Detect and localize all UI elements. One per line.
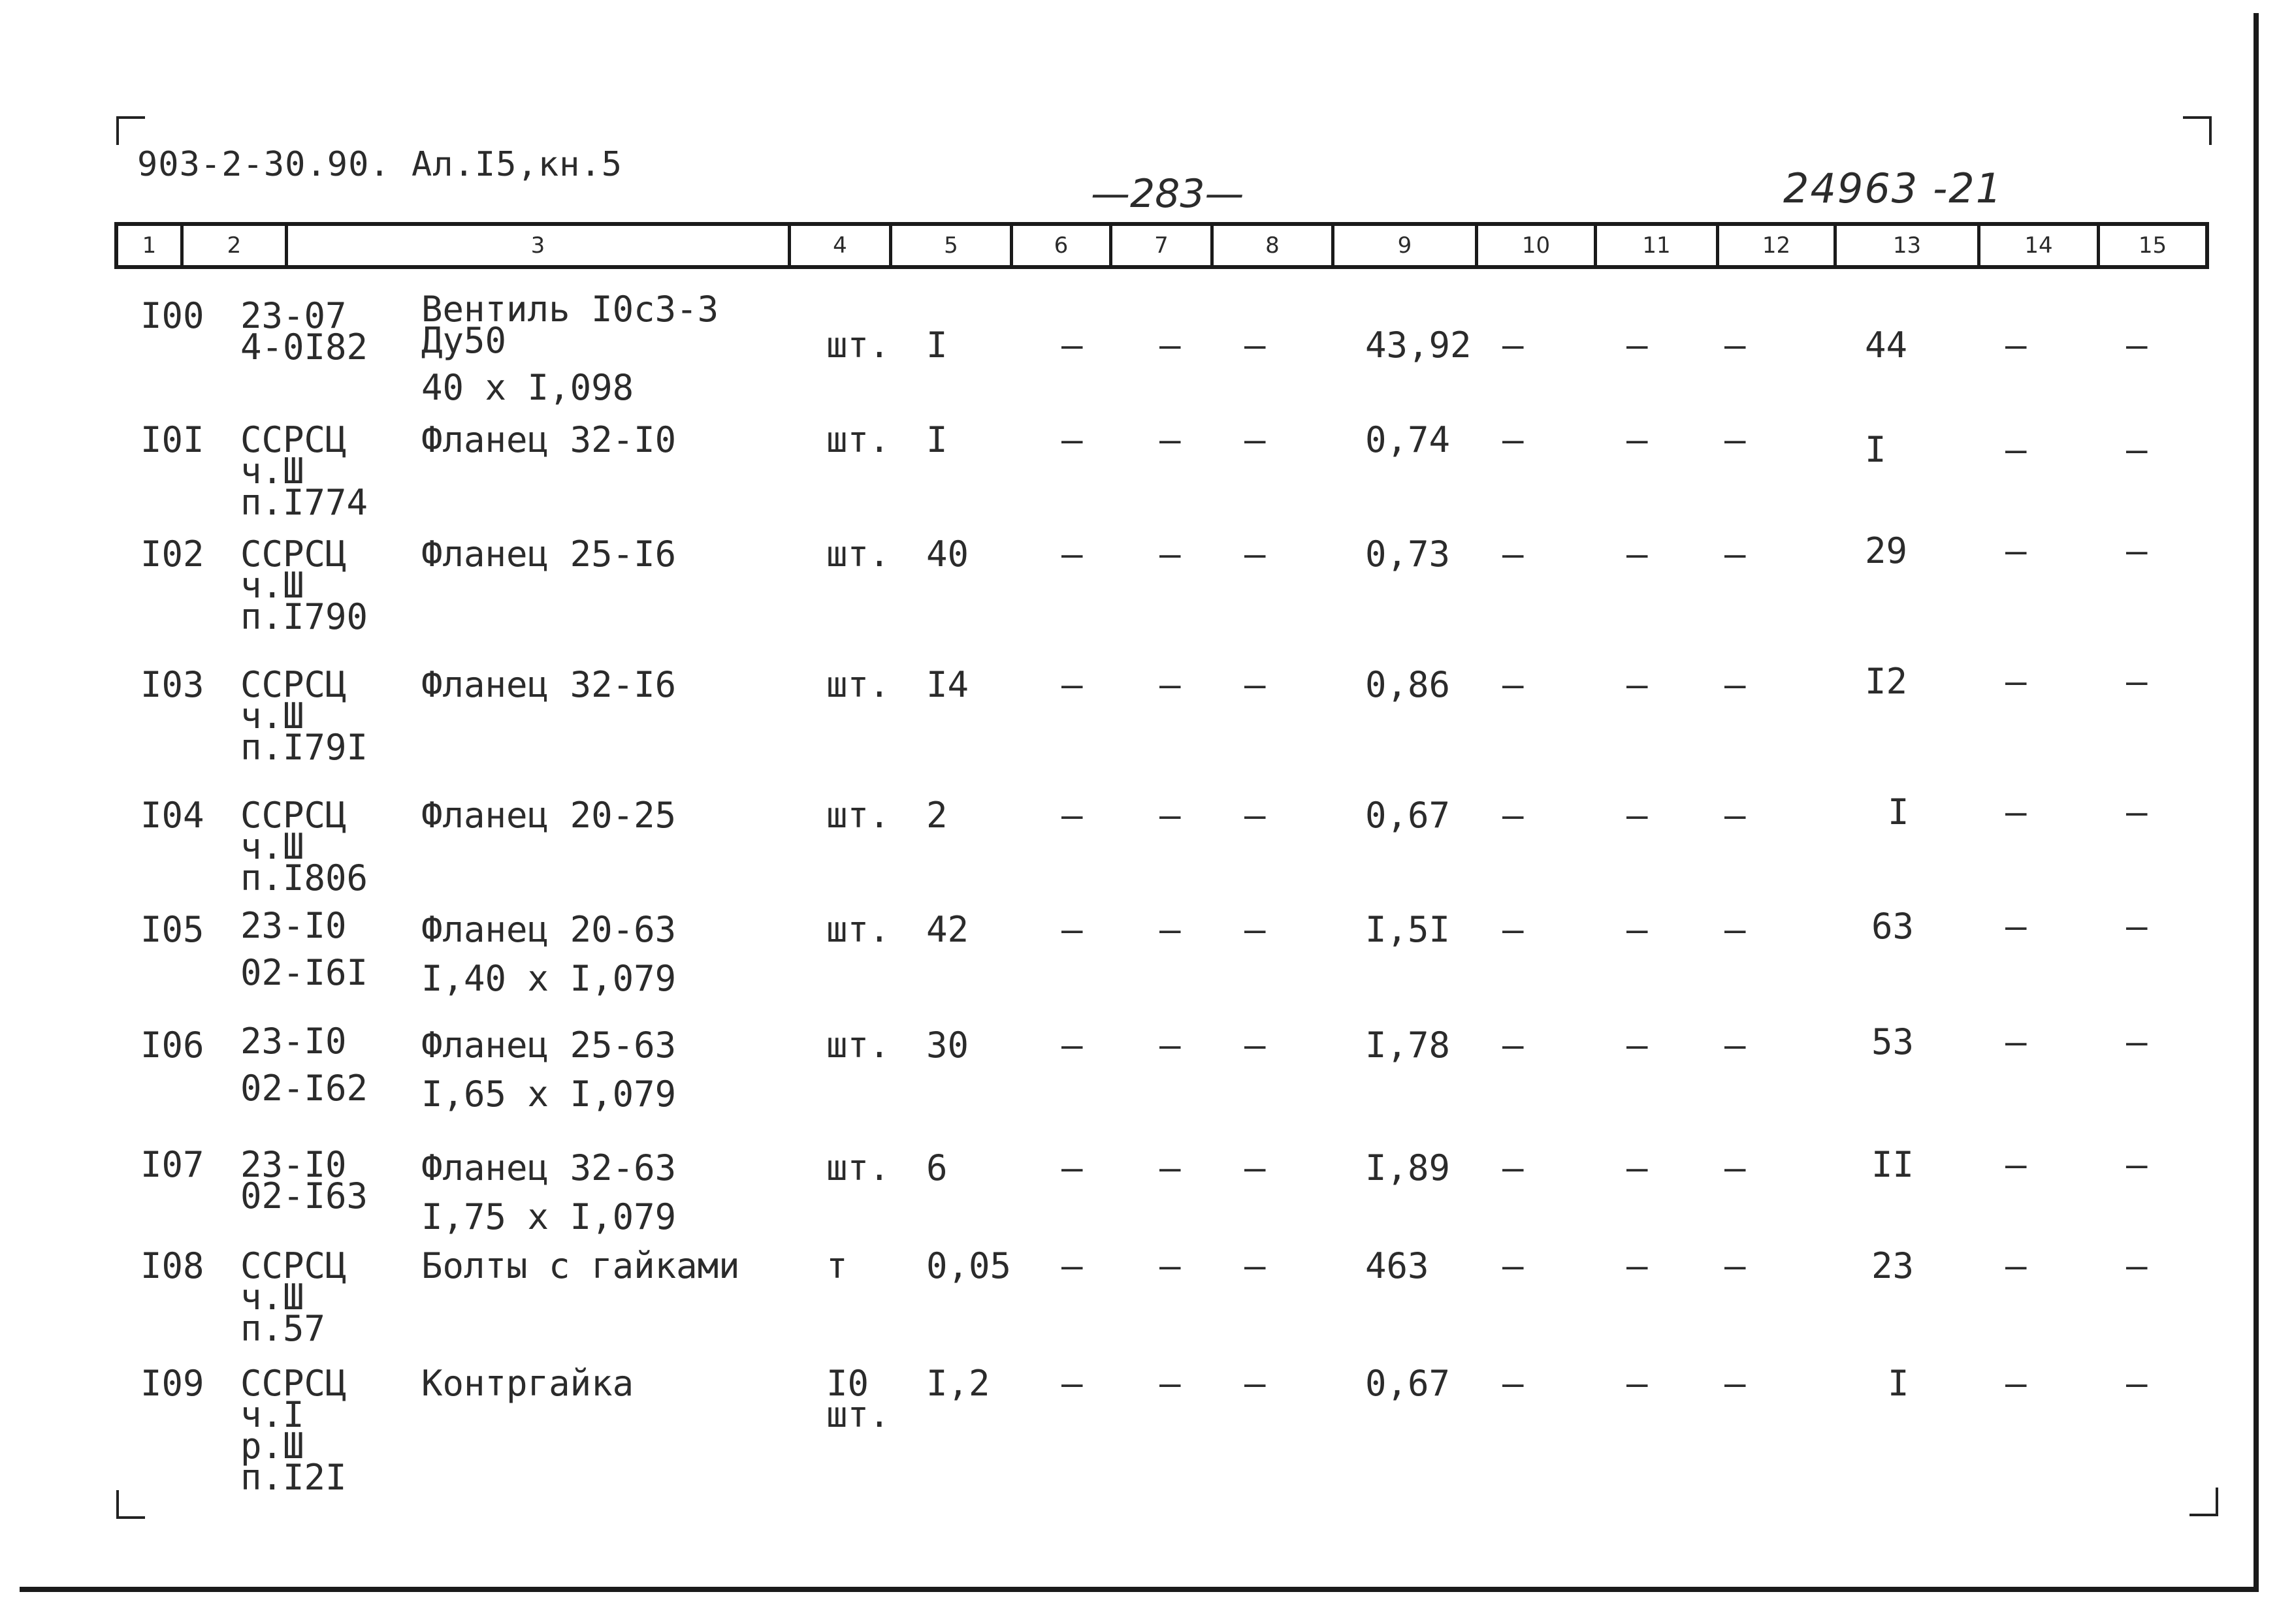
row-col14: –	[2005, 429, 2027, 470]
row-col6: –	[1061, 533, 1083, 575]
column-header: 13	[1834, 226, 1977, 265]
row-col12: –	[1724, 533, 1746, 575]
row-number: I08	[140, 1245, 204, 1286]
column-header: 14	[1977, 226, 2097, 265]
row-col11: –	[1626, 419, 1648, 460]
row-col8: –	[1244, 1147, 1266, 1188]
row-col7: –	[1159, 419, 1181, 460]
row-col13: I	[1888, 791, 1909, 833]
row-code: 23-I0 02-I63	[240, 1144, 368, 1217]
row-col14: –	[2005, 325, 2027, 366]
document-code: 24963 -21	[1783, 165, 2003, 212]
row-col8: –	[1244, 1363, 1266, 1404]
row-unit: шт.	[826, 1147, 890, 1188]
row-col11: –	[1626, 1363, 1648, 1404]
row-col7: –	[1159, 795, 1181, 836]
row-quantity: 0,05	[926, 1245, 1012, 1286]
row-col12: –	[1724, 1147, 1746, 1188]
row-unit: шт.	[826, 795, 890, 836]
column-header: 2	[180, 226, 285, 265]
corner-mark-top-right	[2183, 116, 2212, 145]
row-code: 23-I0 02-I62	[240, 1021, 368, 1109]
corner-mark-top-left	[116, 116, 145, 145]
row-col7: –	[1159, 1245, 1181, 1286]
row-col8: –	[1244, 325, 1266, 366]
row-col10: –	[1502, 533, 1524, 575]
column-header: 6	[1010, 226, 1109, 265]
row-col12: –	[1724, 795, 1746, 836]
row-unit: шт.	[826, 419, 890, 460]
sheet-right-edge	[2254, 13, 2259, 1587]
row-col7: –	[1159, 1363, 1181, 1404]
row-col11: –	[1626, 325, 1648, 366]
row-col13: 63	[1871, 906, 1914, 947]
row-col8: –	[1244, 533, 1266, 575]
page-number: —283—	[1091, 171, 1244, 217]
row-col13: 53	[1871, 1021, 1914, 1062]
row-number: I05	[140, 909, 204, 950]
row-col10: –	[1502, 1025, 1524, 1066]
row-col10: –	[1502, 1363, 1524, 1404]
row-col9: 0,73	[1365, 533, 1451, 575]
row-unit: шт.	[826, 1025, 890, 1066]
row-col15: –	[2126, 1144, 2148, 1185]
row-col14: –	[2005, 661, 2027, 702]
row-col9: 463	[1365, 1245, 1429, 1286]
row-col7: –	[1159, 909, 1181, 950]
row-code: ССРСЦ ч.Ш п.I806	[240, 795, 368, 899]
row-col15: –	[2126, 1245, 2148, 1286]
row-extra: I,75 x I,079	[421, 1196, 677, 1237]
row-col12: –	[1724, 1025, 1746, 1066]
row-col14: –	[2005, 1245, 2027, 1286]
row-col11: –	[1626, 1025, 1648, 1066]
row-col10: –	[1502, 325, 1524, 366]
row-number: I09	[140, 1363, 204, 1404]
row-col10: –	[1502, 909, 1524, 950]
row-col6: –	[1061, 664, 1083, 705]
row-col7: –	[1159, 1025, 1181, 1066]
row-col12: –	[1724, 1363, 1746, 1404]
row-col15: –	[2126, 530, 2148, 571]
row-unit: шт.	[826, 664, 890, 705]
row-name: Фланец 25-63	[421, 1025, 677, 1066]
row-name: Фланец 25-I6	[421, 533, 677, 575]
column-header: 1	[142, 232, 157, 259]
row-name: Фланец 32-I6	[421, 664, 677, 705]
row-col6: –	[1061, 1363, 1083, 1404]
row-col9: 0,67	[1365, 795, 1451, 836]
row-col9: 0,67	[1365, 1363, 1451, 1404]
row-col15: –	[2126, 661, 2148, 702]
row-number: I02	[140, 533, 204, 575]
row-col12: –	[1724, 1245, 1746, 1286]
row-col9: 0,74	[1365, 419, 1451, 460]
row-col14: –	[2005, 1144, 2027, 1185]
row-number: I06	[140, 1025, 204, 1066]
row-col13: I	[1888, 1363, 1909, 1404]
row-col15: –	[2126, 325, 2148, 366]
row-col14: –	[2005, 906, 2027, 947]
row-col13: 29	[1865, 530, 1908, 571]
row-col6: –	[1061, 1147, 1083, 1188]
row-number: I04	[140, 795, 204, 836]
row-name: Контргайка	[421, 1363, 634, 1404]
column-header: 12	[1716, 226, 1834, 265]
row-col9: I,89	[1365, 1147, 1451, 1188]
row-name: Фланец 20-25	[421, 795, 677, 836]
row-col7: –	[1159, 533, 1181, 575]
row-number: I07	[140, 1144, 204, 1185]
row-name: Болты с гайками	[421, 1245, 740, 1286]
row-col14: –	[2005, 1021, 2027, 1062]
row-col6: –	[1061, 1245, 1083, 1286]
row-col13: I	[1865, 429, 1886, 470]
row-quantity: 2	[926, 795, 948, 836]
row-unit: I0 шт.	[826, 1363, 890, 1435]
row-code: ССРСЦ ч.I р.Ш п.I2I	[240, 1363, 347, 1498]
row-col14: –	[2005, 1363, 2027, 1404]
row-quantity: I,2	[926, 1363, 990, 1404]
row-col10: –	[1502, 419, 1524, 460]
row-col13: II	[1871, 1144, 1914, 1185]
row-col10: –	[1502, 1147, 1524, 1188]
row-quantity: 42	[926, 909, 969, 950]
row-col8: –	[1244, 909, 1266, 950]
row-col9: 43,92	[1365, 325, 1472, 366]
row-col15: –	[2126, 791, 2148, 833]
row-code: 23-I0 02-I6I	[240, 905, 368, 993]
row-quantity: I4	[926, 664, 969, 705]
row-code: ССРСЦ ч.Ш п.I790	[240, 533, 368, 637]
row-col15: –	[2126, 1021, 2148, 1062]
row-unit: шт.	[826, 909, 890, 950]
row-code: 23-07 4-0I82	[240, 295, 368, 368]
corner-mark-bottom-left	[116, 1490, 145, 1519]
column-header-row	[114, 222, 2209, 269]
sheet-bottom-edge	[20, 1587, 2259, 1592]
document-reference: 903-2-30.90. Ал.I5,кн.5	[137, 145, 623, 184]
column-header: 5	[889, 226, 1010, 265]
column-header: 15	[2097, 226, 2205, 265]
row-code: ССРСЦ ч.Ш п.I79I	[240, 664, 368, 768]
row-name: Фланец 20-63	[421, 909, 677, 950]
corner-mark-bottom-right	[2189, 1488, 2218, 1516]
row-col8: –	[1244, 1025, 1266, 1066]
row-col6: –	[1061, 419, 1083, 460]
row-col10: –	[1502, 1245, 1524, 1286]
row-col11: –	[1626, 1245, 1648, 1286]
row-col9: 0,86	[1365, 664, 1451, 705]
row-col11: –	[1626, 795, 1648, 836]
row-col9: I,5I	[1365, 909, 1451, 950]
row-col13: 44	[1865, 325, 1908, 366]
row-col7: –	[1159, 325, 1181, 366]
row-col14: –	[2005, 791, 2027, 833]
row-col8: –	[1244, 1245, 1266, 1286]
column-header: 7	[1109, 226, 1210, 265]
row-col11: –	[1626, 1147, 1648, 1188]
row-col15: –	[2126, 429, 2148, 470]
column-header: 3	[285, 226, 788, 265]
row-unit: т	[826, 1245, 848, 1286]
row-col13: I2	[1865, 661, 1908, 702]
row-col6: –	[1061, 795, 1083, 836]
row-col15: –	[2126, 1363, 2148, 1404]
row-col12: –	[1724, 664, 1746, 705]
row-col10: –	[1502, 664, 1524, 705]
row-quantity: 30	[926, 1025, 969, 1066]
row-extra: 40 x I,098	[421, 367, 634, 408]
column-header: 8	[1210, 226, 1331, 265]
row-quantity: 40	[926, 533, 969, 575]
row-number: I00	[140, 295, 204, 336]
row-col9: I,78	[1365, 1025, 1451, 1066]
row-col6: –	[1061, 325, 1083, 366]
row-quantity: 6	[926, 1147, 948, 1188]
row-col13: 23	[1871, 1245, 1914, 1286]
row-code: ССРСЦ ч.Ш п.57	[240, 1245, 347, 1349]
row-col14: –	[2005, 530, 2027, 571]
row-extra: I,65 x I,079	[421, 1074, 677, 1115]
row-number: I03	[140, 664, 204, 705]
row-extra: I,40 x I,079	[421, 958, 677, 999]
column-header: 11	[1594, 226, 1716, 265]
row-col7: –	[1159, 1147, 1181, 1188]
column-header: 9	[1331, 226, 1475, 265]
row-col12: –	[1724, 419, 1746, 460]
row-unit: шт.	[826, 533, 890, 575]
row-col12: –	[1724, 909, 1746, 950]
row-name: Вентиль I0с3-3 Ду50	[421, 289, 719, 361]
row-name: Фланец 32-I0	[421, 419, 677, 460]
row-unit: шт.	[826, 325, 890, 366]
column-header: 4	[788, 226, 889, 265]
row-quantity: I	[926, 325, 948, 366]
row-col6: –	[1061, 1025, 1083, 1066]
row-col15: –	[2126, 906, 2148, 947]
row-number: I0I	[140, 419, 204, 460]
row-col8: –	[1244, 664, 1266, 705]
row-col6: –	[1061, 909, 1083, 950]
row-col8: –	[1244, 419, 1266, 460]
row-col11: –	[1626, 909, 1648, 950]
column-header: 10	[1475, 226, 1594, 265]
row-name: Фланец 32-63	[421, 1147, 677, 1188]
row-quantity: I	[926, 419, 948, 460]
row-col8: –	[1244, 795, 1266, 836]
row-col10: –	[1502, 795, 1524, 836]
row-col12: –	[1724, 325, 1746, 366]
row-col11: –	[1626, 664, 1648, 705]
row-col11: –	[1626, 533, 1648, 575]
row-col7: –	[1159, 664, 1181, 705]
row-code: ССРСЦ ч.Ш п.I774	[240, 419, 368, 523]
